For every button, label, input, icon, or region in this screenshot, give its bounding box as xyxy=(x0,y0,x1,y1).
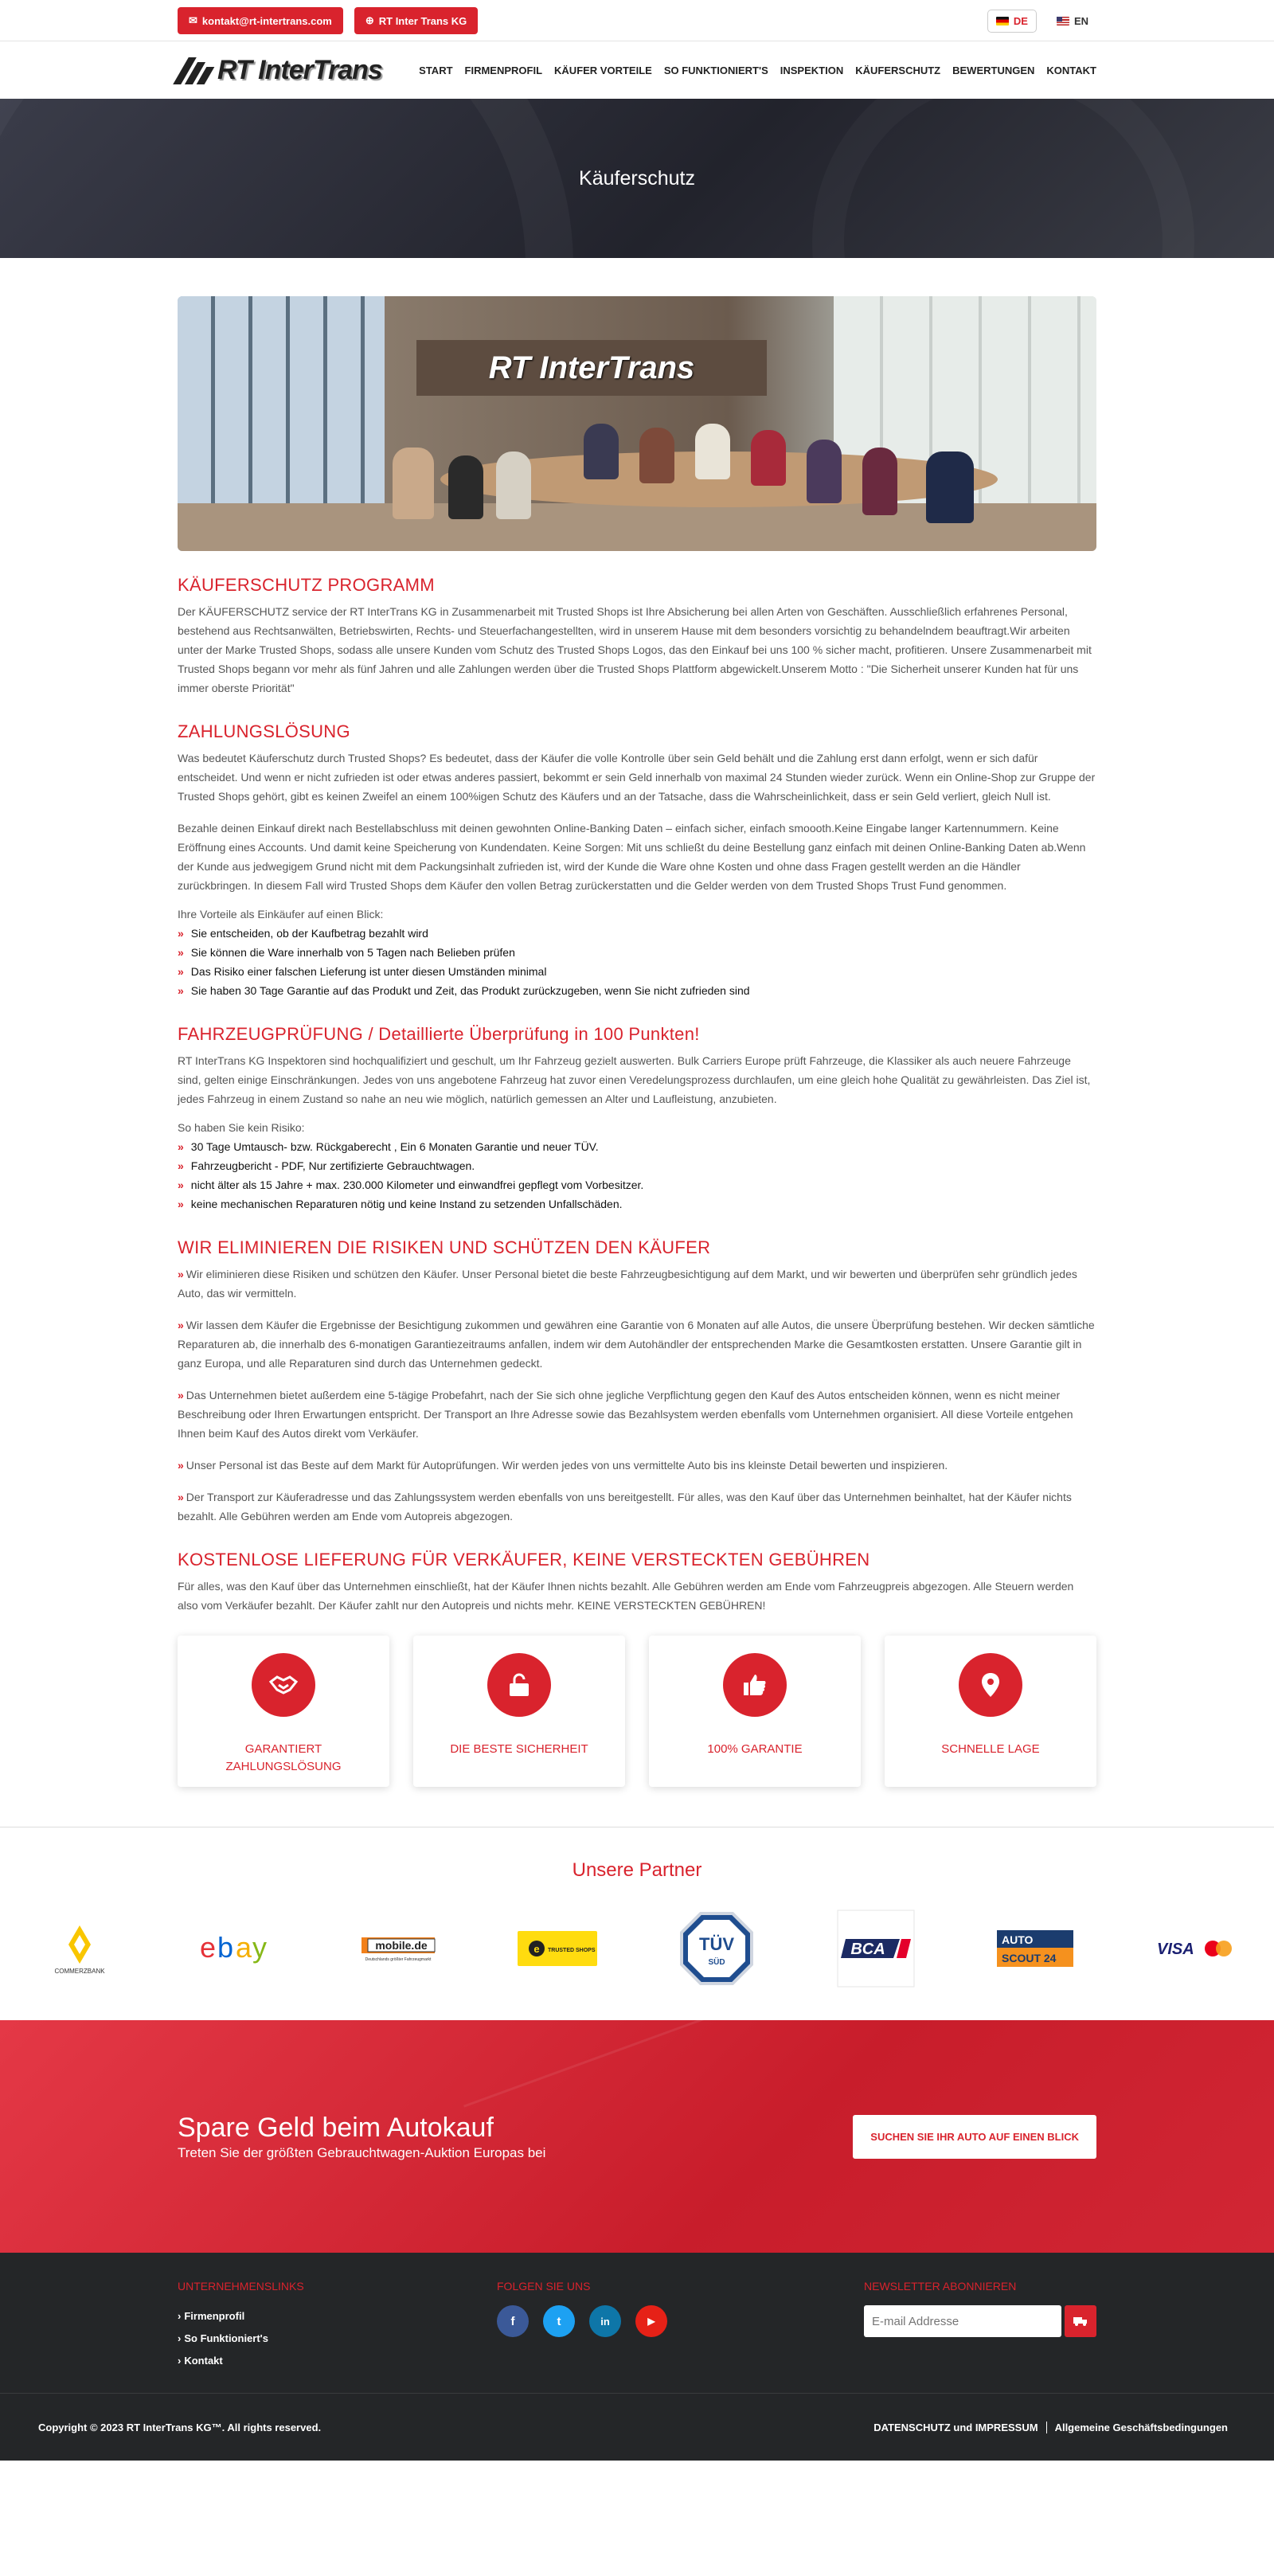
svg-text:BCA: BCA xyxy=(850,1941,885,1958)
zahlung-text-2: Bezahle deinen Einkauf direkt nach Bestellabschluss mit deinen gewohnten Online-Banking Daten – einfach sicher, einfach smoooth.Keine Eingabe langer Kartennummern. Keine Eröffnung eines Accounts. Und damit keine Speicherung von Kundendaten. Keine Sorgen: Mit uns schließt du deine Bestellung ganz einfach mit deinen Online-Banking Daten ab.Wenn der Kunde aus jedwegigem Grund nicht mit dem Packungsinhalt zufrieden ist, wird der Kunde die Ware ohne Kosten und ohne dass Fragen gestellt werden an die Händler zurückbringen. In diesem Fall wird Trusted Shops dem Käufer den vollen Betrag zurückerstatten und die Gelder werden von dem Trusted Shops Trust Fund genommen. xyxy=(178,822,1086,892)
nav-so-funktionierts[interactable]: SO FUNKTIONIERT'S xyxy=(663,64,768,76)
double-chevron-icon: » xyxy=(178,1459,182,1472)
autoscout24-logo[interactable] xyxy=(983,1909,1087,1988)
privacy-link[interactable]: DATENSCHUTZ und IMPRESSUM xyxy=(873,2422,1038,2433)
newsletter-submit-button[interactable] xyxy=(1065,2305,1096,2337)
double-chevron-icon: » xyxy=(178,1268,182,1280)
svg-text:y: y xyxy=(252,1931,267,1964)
list-item: » Sie haben 30 Tage Garantie auf das Produkt und Zeit, das Produkt zurückzugeben, wenn Sie nicht zufrieden sind xyxy=(178,981,1096,1000)
feature-box-lage xyxy=(885,1636,1096,1787)
feature-boxes xyxy=(178,1636,1096,1787)
logo-text: RT InterTrans xyxy=(217,54,382,85)
list-item: » Fahrzeugbericht - PDF, Nur zertifizierte Gebrauchtwagen. xyxy=(178,1156,1096,1175)
map-pin-icon xyxy=(959,1653,1022,1717)
envelope-icon: ✉ xyxy=(189,14,197,26)
programm-text: Der KÄUFERSCHUTZ service der RT InterTrans KG in Zusammenarbeit mit Trusted Shops ist Ihre Absicherung bei allen Arten von Geschäften. Ausschließlich erfahrenes Personal, bestehend aus Rechtsanwälten, Betriebswirten, Rechts- und Steuerfachangestellten, wird in unserem Hause mit dem besonders vorsichtig zu behandelndem beauftragt.Wir arbeiten unter der Marke Trusted Shops, sodass alle unsere Kunden vom Schutz des Trusted Shops Logos, das den Einkauf bei uns 100 % sicher macht, profitieren. Unsere Zusammenarbeit mit Trusted Shops begann vor mehr als fünf Jahren und alle Zahlungen werden über die Trusted Shops Plattform abgewickelt.Unserem Motto : "Die Sicherheit unserer Kunden hat für uns immer oberste Priorität" xyxy=(178,605,1092,694)
lang-de-label: DE xyxy=(1013,14,1028,27)
risiken-paragraph: » Das Unternehmen bietet außerdem eine 5-tägige Probefahrt, nach der Sie sich ohne jegliche Verpflichtung gegen den Kauf des Autos entscheiden können, wenn es nicht meiner Beschreibung oder Ihren Erwartungen entspricht. Der Transport an Ihre Adresse sowie das Bezahlsystem werden ebenfalls vom Unternehmen organisiert. All diese Vorteile entgehen Ihnen beim Kauf des Autos direkt vom Verkäufer. xyxy=(178,1389,1073,1440)
section-title-zahlung: ZAHLUNGSLÖSUNG xyxy=(178,721,350,741)
nav-kaeuferschutz[interactable]: KÄUFERSCHUTZ xyxy=(855,64,941,76)
footer-link-firmenprofil[interactable]: › Firmenprofil xyxy=(178,2305,416,2328)
site-footer xyxy=(0,2253,1274,2393)
svg-text:SÜD: SÜD xyxy=(708,1958,725,1967)
double-chevron-icon: » xyxy=(178,1140,182,1153)
mobile-de-logo[interactable] xyxy=(346,1909,450,1988)
feature-box-sicherheit xyxy=(413,1636,625,1787)
feature-label: 100% GARANTIE xyxy=(707,1742,803,1756)
main-content xyxy=(178,258,1096,1787)
youtube-icon[interactable]: ▶ xyxy=(635,2305,667,2337)
office-sign-text: RT InterTrans xyxy=(488,350,695,385)
search-car-button[interactable]: SUCHEN SIE IHR AUTO AUF EINEN BLICK xyxy=(853,2115,1096,2159)
lang-de-button[interactable] xyxy=(988,10,1036,32)
newsletter-title: NEWSLETTER ABONNIEREN xyxy=(864,2280,1017,2293)
page-title: Käuferschutz xyxy=(579,166,695,190)
double-chevron-icon: » xyxy=(178,1198,182,1210)
commerzbank-logo[interactable] xyxy=(28,1909,131,1988)
feature-label: GARANTIERT ZAHLUNGSLÖSUNG xyxy=(225,1742,342,1773)
site-logo[interactable] xyxy=(178,54,382,86)
meeting-people xyxy=(377,416,1030,519)
risiko-lead: So haben Sie kein Risiko: xyxy=(178,1121,305,1134)
site-header xyxy=(0,41,1274,99)
zahlung-text-1: Was bedeutet Käuferschutz durch Trusted Shops? Es bedeutet, dass der Käufer die volle Kontrolle über sein Geld behält und die Zahlung erst dann erfolgt, wenn er sich dafür entscheidet. Und wenn er nicht zufrieden ist oder etwas anderes passiert, bekommt er sein Geld innerhalb von maximal 24 Stunden wieder zurück. Wenn ein Online-Shop zur Gruppe der Trusted Shops gehört, gibt es keinen Zweifel an einem 100%igen Schutz des Käufers und an der Tatsache, dass die Wahrscheinlichkeit, dass er sein Geld verliert, gleich Null ist. xyxy=(178,752,1096,803)
svg-text:b: b xyxy=(217,1931,234,1964)
double-chevron-icon: » xyxy=(178,1389,182,1401)
double-chevron-icon: » xyxy=(178,927,182,940)
feature-box-zahlung xyxy=(178,1636,389,1787)
vorteile-list xyxy=(178,924,1096,1000)
email-button[interactable] xyxy=(178,7,343,34)
german-flag-icon xyxy=(996,17,1009,25)
office-wall-sign xyxy=(416,340,767,396)
footer-link-so-funktionierts[interactable]: › So Funktioniert's xyxy=(178,2328,416,2350)
list-item: » nicht älter als 15 Jahre + max. 230.000 Kilometer und einwandfrei gepflegt vom Vorbesitzer. xyxy=(178,1175,1096,1194)
handshake-icon xyxy=(252,1653,315,1717)
newsletter-email-input[interactable] xyxy=(864,2305,1061,2337)
nav-kontakt[interactable]: KONTAKT xyxy=(1046,64,1096,76)
section-title-programm: KÄUFERSCHUTZ PROGRAMM xyxy=(178,575,435,595)
bca-logo[interactable] xyxy=(824,1909,928,1988)
nav-kaeufer-vorteile[interactable]: KÄUFER VORTEILE xyxy=(554,64,652,76)
double-chevron-icon: » xyxy=(178,946,182,959)
logo-stripes-icon xyxy=(178,54,213,86)
feature-label: SCHNELLE LAGE xyxy=(941,1742,1040,1756)
list-item: » Sie entscheiden, ob der Kaufbetrag bezahlt wird xyxy=(178,924,1096,943)
list-item: » 30 Tage Umtausch- bzw. Rückgaberecht , Ein 6 Monaten Garantie und neuer TÜV. xyxy=(178,1137,1096,1156)
facebook-icon[interactable]: f xyxy=(497,2305,529,2337)
risiken-paragraph: » Der Transport zur Käuferadresse und das Zahlungssystem werden ebenfalls von uns bereitgestellt. Für alles, was den Kauf über das Unternehmen beinhaltet, hat der Käufer nichts bezahlt. Alle Gebühren werden am Ende vom Autopreis abgezogen. xyxy=(178,1491,1072,1523)
svg-text:e: e xyxy=(533,1943,540,1955)
ebay-logo[interactable] xyxy=(187,1909,291,1988)
svg-text:TÜV: TÜV xyxy=(699,1934,734,1954)
globe-icon: ⊕ xyxy=(365,14,374,26)
double-chevron-icon: » xyxy=(178,1159,182,1172)
svg-text:e: e xyxy=(200,1931,217,1964)
footer-links-column xyxy=(178,2280,416,2372)
footer-link-kontakt[interactable]: › Kontakt xyxy=(178,2350,416,2372)
email-label: kontakt@rt-intertrans.com xyxy=(201,14,332,27)
double-chevron-icon: » xyxy=(178,1179,182,1191)
double-chevron-icon: » xyxy=(178,1319,182,1331)
section-title-risiken: WIR ELIMINIEREN DIE RISIKEN UND SCHÜTZEN DEN KÄUFER xyxy=(178,1237,711,1257)
svg-text:mobile.de: mobile.de xyxy=(375,1939,428,1952)
list-item: » Sie können die Ware innerhalb von 5 Tagen nach Belieben prüfen xyxy=(178,943,1096,962)
cta-subtitle: Treten Sie der größten Gebrauchtwagen-Auktion Europas bei xyxy=(178,2144,546,2160)
twitter-icon[interactable]: t xyxy=(543,2305,575,2337)
list-item: » keine mechanischen Reparaturen nötig und keine Instand zu setzenden Unfallschäden. xyxy=(178,1194,1096,1214)
risiken-paragraph: » Unser Personal ist das Beste auf dem Markt für Autoprüfungen. Wir werden jedes von uns vermittelte Auto bis ins kleinste Detail bewerten und inspizieren. xyxy=(178,1459,948,1472)
unlock-icon xyxy=(487,1653,551,1717)
lang-en-label: EN xyxy=(1073,14,1088,27)
vorteile-lead: Ihre Vorteile als Einkäufer auf einen Blick: xyxy=(178,908,384,921)
svg-text:Deutschlands größter Fahrzeugm: Deutschlands größter Fahrzeugmarkt xyxy=(365,1957,432,1962)
feature-box-garantie xyxy=(649,1636,861,1787)
nav-bewertungen[interactable]: BEWERTUNGEN xyxy=(952,64,1035,76)
truck-icon xyxy=(1073,2316,1088,2326)
risiken-paragraph: » Wir eliminieren diese Risiken und schützen den Käufer. Unser Personal bietet die beste Fahrzeugbesichtigung auf dem Markt, und wir bewerten und überprüfen sehr gründlich jedes Auto, das wir vermitteln. xyxy=(178,1268,1077,1300)
svg-text:AUTO: AUTO xyxy=(1002,1933,1034,1946)
svg-text:VISA: VISA xyxy=(1157,1941,1194,1958)
footer-links-title: UNTERNEHMENSLINKS xyxy=(178,2280,304,2293)
footer-social-title: FOLGEN SIE UNS xyxy=(497,2280,591,2293)
lang-en-button[interactable] xyxy=(1049,10,1096,32)
double-chevron-icon: » xyxy=(178,984,182,997)
company-button[interactable] xyxy=(354,7,478,34)
risiken-paragraph: » Wir lassen dem Käufer die Ergebnisse der Besichtigung zukommen und gewähren eine Garantie von 6 Monaten auf alle Autos, die unsere Überprüfung bestehen. Wir decken sämtliche Reparaturen ab, die innerhalb des 6-monatigen Garantiezeitraums anfallen, indem wir dem Autohändler der entsprechenden Marke die Gesamtkosten erstatten. Unsere Garantie gilt in ganz Europa, und alle Reparaturen sind durch das Unternehmen gedeckt. xyxy=(178,1319,1095,1370)
footer-social-column xyxy=(497,2280,784,2372)
double-chevron-icon: » xyxy=(178,965,182,978)
terms-link[interactable]: Allgemeine Geschäftsbedingungen xyxy=(1046,2422,1236,2433)
footer-newsletter-column xyxy=(864,2280,1096,2372)
page-hero xyxy=(0,99,1274,258)
footer-bottom-bar xyxy=(0,2393,1274,2461)
section-title-fahrzeug: FAHRZEUGPRÜFUNG / Detaillierte Überprüfung in 100 Punkten! xyxy=(178,1024,700,1044)
copyright-text: Copyright © 2023 RT InterTrans KG™. All rights reserved. xyxy=(38,2422,322,2433)
partners-title: Unsere Partner xyxy=(572,1859,702,1881)
office-meeting-image xyxy=(178,296,1096,551)
thumbs-up-icon xyxy=(723,1653,787,1717)
section-title-kostenlos: KOSTENLOSE LIEFERUNG FÜR VERKÄUFER, KEINE VERSTECKTEN GEBÜHREN xyxy=(178,1550,870,1569)
partners-section xyxy=(0,1827,1274,2020)
cta-banner xyxy=(0,2020,1274,2253)
main-nav xyxy=(419,64,1096,76)
list-item: » Das Risiko einer falschen Lieferung ist unter diesen Umständen minimal xyxy=(178,962,1096,981)
linkedin-icon[interactable]: in xyxy=(589,2305,621,2337)
kostenlos-text: Für alles, was den Kauf über das Unternehmen einschließt, hat der Käufer Ihnen nichts bezahlt. Alle Gebühren werden am Ende vom Fahrzeugpreis abgezogen. Alle Steuern werden also vom Verkäufer bezahlt. Der Käufer zahlt nur den Autopreis und nichts mehr. KEINE VERSTECKTEN GEBÜHREN! xyxy=(178,1580,1074,1612)
svg-text:COMMERZBANK: COMMERZBANK xyxy=(54,1968,105,1975)
svg-text:TRUSTED SHOPS: TRUSTED SHOPS xyxy=(548,1948,596,1953)
us-flag-icon xyxy=(1057,17,1069,25)
top-bar xyxy=(0,0,1274,41)
cta-title: Spare Geld beim Autokauf xyxy=(178,2112,494,2143)
nav-start[interactable]: START xyxy=(419,64,453,76)
partner-logos xyxy=(0,1909,1274,1988)
risiko-list xyxy=(178,1137,1096,1214)
trusted-shops-logo[interactable] xyxy=(506,1909,609,1988)
svg-text:a: a xyxy=(236,1931,252,1964)
double-chevron-icon: » xyxy=(178,1491,182,1503)
nav-firmenprofil[interactable]: FIRMENPROFIL xyxy=(464,64,543,76)
visa-mastercard-logo[interactable] xyxy=(1143,1909,1246,1988)
nav-inspektion[interactable]: INSPEKTION xyxy=(780,64,844,76)
svg-text:SCOUT 24: SCOUT 24 xyxy=(1002,1952,1057,1964)
company-label: RT Inter Trans KG xyxy=(378,14,467,27)
feature-label: DIE BESTE SICHERHEIT xyxy=(450,1742,588,1756)
tuv-sued-logo[interactable] xyxy=(665,1909,768,1988)
fahrzeug-text: RT InterTrans KG Inspektoren sind hochqualifiziert und geschult, um Ihr Fahrzeug gezielt auswerten. Bulk Carriers Europe prüft Fahrzeuge, die Klassiker als auch neuere Fahrzeuge sind, gelten einige Einschränkungen. Jedes von uns angebotene Fahrzeug hat zuvor einen Veredelungsprozess durchlaufen, um eine gleich hohe Qualität zu gewährleisten. Das Ziel ist, jedes Fahrzeug in einem Zustand so nahe an neu wie möglich, natürlich gemessen an Alter und Laufleistung, anzubieten. xyxy=(178,1054,1091,1105)
